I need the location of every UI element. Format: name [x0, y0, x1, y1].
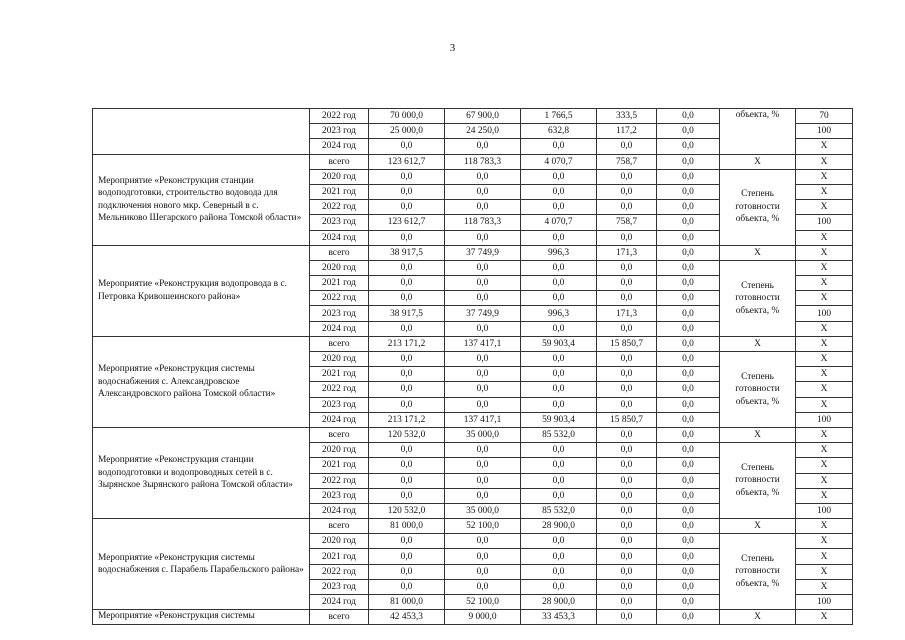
federal-budget-cell: 37 749,9	[445, 245, 521, 260]
year-cell: 2022 год	[310, 382, 369, 397]
extrabudgetary-cell: 0,0	[657, 458, 720, 473]
local-budget-cell: 0,0	[597, 503, 657, 518]
local-budget-cell: 171,3	[597, 245, 657, 260]
federal-budget-cell: 118 783,3	[445, 154, 521, 169]
indicator-cell: X	[720, 336, 796, 351]
extrabudgetary-cell: 0,0	[657, 306, 720, 321]
regional-budget-cell: 33 453,3	[521, 610, 597, 625]
local-budget-cell: 758,7	[597, 154, 657, 169]
local-budget-cell: 0,0	[597, 367, 657, 382]
year-cell: 2022 год	[310, 109, 369, 124]
year-cell: 2020 год	[310, 260, 369, 275]
indicator-value-cell: X	[796, 488, 853, 503]
table-row	[93, 427, 853, 442]
extrabudgetary-cell: 0,0	[657, 260, 720, 275]
local-budget-cell: 0,0	[597, 291, 657, 306]
total-amount-cell: 0,0	[369, 276, 445, 291]
regional-budget-cell: 0,0	[521, 579, 597, 594]
indicator-value-cell: X	[796, 458, 853, 473]
local-budget-cell: 0,0	[597, 352, 657, 367]
indicator-name-cell: Степень готовности объекта, %	[720, 534, 796, 610]
regional-budget-cell: 0,0	[521, 443, 597, 458]
year-cell: всего	[310, 427, 369, 442]
federal-budget-cell: 0,0	[445, 184, 521, 199]
indicator-name-cell: Степень готовности объекта, %	[720, 352, 796, 428]
federal-budget-cell: 0,0	[445, 564, 521, 579]
federal-budget-cell: 0,0	[445, 352, 521, 367]
year-cell: 2020 год	[310, 443, 369, 458]
local-budget-cell: 15 850,7	[597, 336, 657, 351]
local-budget-cell: 0,0	[597, 549, 657, 564]
extrabudgetary-cell: 0,0	[657, 124, 720, 139]
extrabudgetary-cell: 0,0	[657, 200, 720, 215]
extrabudgetary-cell: 0,0	[657, 321, 720, 336]
total-amount-cell: 0,0	[369, 443, 445, 458]
regional-budget-cell: 996,3	[521, 306, 597, 321]
year-cell: 2020 год	[310, 534, 369, 549]
year-cell: 2023 год	[310, 124, 369, 139]
regional-budget-cell: 0,0	[521, 291, 597, 306]
year-cell: всего	[310, 245, 369, 260]
table-row	[93, 519, 853, 534]
extrabudgetary-cell: 0,0	[657, 184, 720, 199]
total-amount-cell: 0,0	[369, 321, 445, 336]
total-amount-cell: 25 000,0	[369, 124, 445, 139]
regional-budget-cell: 28 900,0	[521, 595, 597, 610]
indicator-value-cell: 100	[796, 306, 853, 321]
regional-budget-cell: 632,8	[521, 124, 597, 139]
indicator-value-cell: X	[796, 382, 853, 397]
federal-budget-cell: 0,0	[445, 367, 521, 382]
year-cell: 2021 год	[310, 367, 369, 382]
regional-budget-cell: 28 900,0	[521, 519, 597, 534]
indicator-value-cell: X	[796, 610, 853, 625]
extrabudgetary-cell: 0,0	[657, 473, 720, 488]
regional-budget-cell: 0,0	[521, 564, 597, 579]
local-budget-cell: 0,0	[597, 260, 657, 275]
year-cell: 2024 год	[310, 412, 369, 427]
federal-budget-cell: 0,0	[445, 458, 521, 473]
local-budget-cell: 0,0	[597, 443, 657, 458]
year-cell: всего	[310, 154, 369, 169]
indicator-value-cell: X	[796, 473, 853, 488]
extrabudgetary-cell: 0,0	[657, 488, 720, 503]
year-cell: 2022 год	[310, 200, 369, 215]
year-cell: всего	[310, 336, 369, 351]
indicator-value-cell: 100	[796, 412, 853, 427]
regional-budget-cell: 0,0	[521, 367, 597, 382]
year-cell: 2022 год	[310, 564, 369, 579]
year-cell: 2021 год	[310, 549, 369, 564]
year-cell: 2024 год	[310, 321, 369, 336]
federal-budget-cell: 0,0	[445, 443, 521, 458]
local-budget-cell: 0,0	[597, 230, 657, 245]
regional-budget-cell: 59 903,4	[521, 336, 597, 351]
indicator-name-cell: Степень готовности объекта, %	[720, 260, 796, 336]
regional-budget-cell: 4 070,7	[521, 154, 597, 169]
extrabudgetary-cell: 0,0	[657, 519, 720, 534]
indicator-value-cell: X	[796, 336, 853, 351]
total-amount-cell: 0,0	[369, 184, 445, 199]
local-budget-cell: 758,7	[597, 215, 657, 230]
page-number: 3	[449, 42, 456, 54]
federal-budget-cell: 137 417,1	[445, 412, 521, 427]
federal-budget-cell: 35 000,0	[445, 427, 521, 442]
indicator-value-cell: X	[796, 291, 853, 306]
local-budget-cell: 0,0	[597, 564, 657, 579]
local-budget-cell: 0,0	[597, 184, 657, 199]
federal-budget-cell: 0,0	[445, 549, 521, 564]
local-budget-cell: 0,0	[597, 382, 657, 397]
federal-budget-cell: 35 000,0	[445, 503, 521, 518]
total-amount-cell: 81 000,0	[369, 595, 445, 610]
indicator-cell: X	[720, 154, 796, 169]
federal-budget-cell: 0,0	[445, 276, 521, 291]
extrabudgetary-cell: 0,0	[657, 215, 720, 230]
regional-budget-cell: 85 532,0	[521, 503, 597, 518]
indicator-value-cell: X	[796, 200, 853, 215]
local-budget-cell: 171,3	[597, 306, 657, 321]
total-amount-cell: 120 532,0	[369, 427, 445, 442]
federal-budget-cell: 0,0	[445, 397, 521, 412]
local-budget-cell: 0,0	[597, 397, 657, 412]
regional-budget-cell: 4 070,7	[521, 215, 597, 230]
total-amount-cell: 123 612,7	[369, 215, 445, 230]
extrabudgetary-cell: 0,0	[657, 579, 720, 594]
extrabudgetary-cell: 0,0	[657, 382, 720, 397]
federal-budget-cell: 0,0	[445, 230, 521, 245]
total-amount-cell: 42 453,3	[369, 610, 445, 625]
total-amount-cell: 0,0	[369, 230, 445, 245]
federal-budget-cell: 67 900,0	[445, 109, 521, 124]
table-row	[93, 336, 853, 351]
indicator-value-cell: X	[796, 397, 853, 412]
year-cell: 2023 год	[310, 579, 369, 594]
total-amount-cell: 0,0	[369, 382, 445, 397]
total-amount-cell: 120 532,0	[369, 503, 445, 518]
regional-budget-cell: 0,0	[521, 382, 597, 397]
indicator-value-cell: X	[796, 352, 853, 367]
extrabudgetary-cell: 0,0	[657, 169, 720, 184]
year-cell: 2023 год	[310, 488, 369, 503]
federal-budget-cell: 0,0	[445, 321, 521, 336]
regional-budget-cell: 0,0	[521, 230, 597, 245]
extrabudgetary-cell: 0,0	[657, 534, 720, 549]
indicator-cell: X	[720, 610, 796, 625]
total-amount-cell: 0,0	[369, 564, 445, 579]
year-cell: 2024 год	[310, 230, 369, 245]
indicator-value-cell: X	[796, 427, 853, 442]
extrabudgetary-cell: 0,0	[657, 276, 720, 291]
total-amount-cell: 0,0	[369, 367, 445, 382]
total-amount-cell: 0,0	[369, 397, 445, 412]
local-budget-cell: 0,0	[597, 321, 657, 336]
regional-budget-cell: 0,0	[521, 397, 597, 412]
extrabudgetary-cell: 0,0	[657, 336, 720, 351]
measure-description: Мероприятие «Реконструкция водопровода в с. Петровка Кривошеинского района»	[93, 245, 310, 336]
regional-budget-cell: 0,0	[521, 276, 597, 291]
extrabudgetary-cell: 0,0	[657, 412, 720, 427]
local-budget-cell: 333,5	[597, 109, 657, 124]
indicator-value-cell: 100	[796, 595, 853, 610]
extrabudgetary-cell: 0,0	[657, 230, 720, 245]
federal-budget-cell: 0,0	[445, 382, 521, 397]
year-cell: 2023 год	[310, 397, 369, 412]
indicator-value-cell: X	[796, 260, 853, 275]
regional-budget-cell: 0,0	[521, 260, 597, 275]
table-row	[93, 109, 853, 124]
indicator-value-cell: X	[796, 230, 853, 245]
federal-budget-cell: 9 000,0	[445, 610, 521, 625]
extrabudgetary-cell: 0,0	[657, 397, 720, 412]
federal-budget-cell: 0,0	[445, 139, 521, 154]
year-cell: 2023 год	[310, 306, 369, 321]
measure-description: Мероприятие «Реконструкция системы	[93, 610, 310, 625]
indicator-value-cell: X	[796, 276, 853, 291]
extrabudgetary-cell: 0,0	[657, 352, 720, 367]
year-cell: 2022 год	[310, 291, 369, 306]
indicator-value-cell: X	[796, 184, 853, 199]
federal-budget-cell: 0,0	[445, 200, 521, 215]
total-amount-cell: 0,0	[369, 488, 445, 503]
federal-budget-cell: 37 749,9	[445, 306, 521, 321]
regional-budget-cell: 0,0	[521, 352, 597, 367]
local-budget-cell: 0,0	[597, 534, 657, 549]
total-amount-cell: 0,0	[369, 458, 445, 473]
regional-budget-cell: 0,0	[521, 473, 597, 488]
regional-budget-cell: 0,0	[521, 169, 597, 184]
federal-budget-cell: 24 250,0	[445, 124, 521, 139]
indicator-value-cell: X	[796, 519, 853, 534]
indicator-cell: X	[720, 519, 796, 534]
extrabudgetary-cell: 0,0	[657, 291, 720, 306]
federal-budget-cell: 0,0	[445, 579, 521, 594]
indicator-value-cell: X	[796, 579, 853, 594]
total-amount-cell: 0,0	[369, 549, 445, 564]
year-cell: 2023 год	[310, 215, 369, 230]
local-budget-cell: 117,2	[597, 124, 657, 139]
extrabudgetary-cell: 0,0	[657, 427, 720, 442]
indicator-name-cell: Степень готовности объекта, %	[720, 169, 796, 245]
year-cell: 2021 год	[310, 184, 369, 199]
year-cell: 2020 год	[310, 352, 369, 367]
total-amount-cell: 0,0	[369, 534, 445, 549]
total-amount-cell: 0,0	[369, 139, 445, 154]
year-cell: всего	[310, 610, 369, 625]
extrabudgetary-cell: 0,0	[657, 367, 720, 382]
extrabudgetary-cell: 0,0	[657, 595, 720, 610]
local-budget-cell: 0,0	[597, 427, 657, 442]
total-amount-cell: 70 000,0	[369, 109, 445, 124]
regional-budget-cell: 0,0	[521, 184, 597, 199]
table-row	[93, 154, 853, 169]
regional-budget-cell: 0,0	[521, 549, 597, 564]
local-budget-cell: 0,0	[597, 595, 657, 610]
measure-description: Мероприятие «Реконструкция системы водоснабжения с. Александровское Александровского района Томской области»	[93, 336, 310, 427]
measure-description	[93, 109, 310, 155]
extrabudgetary-cell: 0,0	[657, 139, 720, 154]
measure-description: Мероприятие «Реконструкция станции водоподготовки и водопроводных сетей в с. Зырянское Зырянского района Томской области»	[93, 427, 310, 518]
regional-budget-cell: 0,0	[521, 488, 597, 503]
local-budget-cell: 0,0	[597, 200, 657, 215]
total-amount-cell: 0,0	[369, 260, 445, 275]
year-cell: 2022 год	[310, 473, 369, 488]
federal-budget-cell: 52 100,0	[445, 519, 521, 534]
local-budget-cell: 0,0	[597, 579, 657, 594]
federal-budget-cell: 0,0	[445, 488, 521, 503]
year-cell: 2024 год	[310, 503, 369, 518]
year-cell: 2024 год	[310, 139, 369, 154]
total-amount-cell: 0,0	[369, 579, 445, 594]
indicator-value-cell: 70	[796, 109, 853, 124]
regional-budget-cell: 0,0	[521, 200, 597, 215]
federal-budget-cell: 0,0	[445, 473, 521, 488]
measure-description: Мероприятие «Реконструкция системы водоснабжения с. Парабель Парабельского района»	[93, 519, 310, 610]
total-amount-cell: 0,0	[369, 473, 445, 488]
regional-budget-cell: 0,0	[521, 139, 597, 154]
local-budget-cell: 15 850,7	[597, 412, 657, 427]
indicator-value-cell: X	[796, 139, 853, 154]
indicator-value-cell: 100	[796, 215, 853, 230]
extrabudgetary-cell: 0,0	[657, 154, 720, 169]
indicator-value-cell: X	[796, 321, 853, 336]
regional-budget-cell: 996,3	[521, 245, 597, 260]
indicator-cell: X	[720, 427, 796, 442]
extrabudgetary-cell: 0,0	[657, 549, 720, 564]
indicator-value-cell: X	[796, 549, 853, 564]
local-budget-cell: 0,0	[597, 139, 657, 154]
indicator-value-cell: 100	[796, 503, 853, 518]
total-amount-cell: 213 171,2	[369, 412, 445, 427]
regional-budget-cell: 1 766,5	[521, 109, 597, 124]
local-budget-cell: 0,0	[597, 488, 657, 503]
local-budget-cell: 0,0	[597, 610, 657, 625]
federal-budget-cell: 0,0	[445, 291, 521, 306]
year-cell: всего	[310, 519, 369, 534]
federal-budget-cell: 118 783,3	[445, 215, 521, 230]
total-amount-cell: 0,0	[369, 352, 445, 367]
federal-budget-cell: 137 417,1	[445, 336, 521, 351]
indicator-value-cell: X	[796, 564, 853, 579]
local-budget-cell: 0,0	[597, 473, 657, 488]
federal-budget-cell: 0,0	[445, 260, 521, 275]
total-amount-cell: 81 000,0	[369, 519, 445, 534]
regional-budget-cell: 59 903,4	[521, 412, 597, 427]
local-budget-cell: 0,0	[597, 169, 657, 184]
total-amount-cell: 213 171,2	[369, 336, 445, 351]
table-row	[93, 610, 853, 625]
extrabudgetary-cell: 0,0	[657, 564, 720, 579]
year-cell: 2024 год	[310, 595, 369, 610]
extrabudgetary-cell: 0,0	[657, 109, 720, 124]
total-amount-cell: 38 917,5	[369, 306, 445, 321]
measure-description: Мероприятие «Реконструкция станции водоподготовки, строительство водовода для подключения нового мкр. Северный в с. Мельниково Шегарского района Томской области»	[93, 154, 310, 245]
extrabudgetary-cell: 0,0	[657, 245, 720, 260]
extrabudgetary-cell: 0,0	[657, 503, 720, 518]
indicator-value-cell: X	[796, 154, 853, 169]
indicator-cell: X	[720, 245, 796, 260]
federal-budget-cell: 0,0	[445, 169, 521, 184]
total-amount-cell: 123 612,7	[369, 154, 445, 169]
indicator-value-cell: X	[796, 443, 853, 458]
extrabudgetary-cell: 0,0	[657, 443, 720, 458]
regional-budget-cell: 0,0	[521, 458, 597, 473]
indicator-value-cell: X	[796, 534, 853, 549]
indicator-value-cell: X	[796, 245, 853, 260]
indicator-value-cell: 100	[796, 124, 853, 139]
federal-budget-cell: 0,0	[445, 534, 521, 549]
indicator-value-cell: X	[796, 367, 853, 382]
year-cell: 2021 год	[310, 458, 369, 473]
indicator-value-cell: X	[796, 169, 853, 184]
table-row	[93, 245, 853, 260]
total-amount-cell: 0,0	[369, 291, 445, 306]
extrabudgetary-cell: 0,0	[657, 610, 720, 625]
indicator-name-cell: объекта, %	[720, 109, 796, 155]
regional-budget-cell: 85 532,0	[521, 427, 597, 442]
local-budget-cell: 0,0	[597, 458, 657, 473]
financing-table	[92, 108, 853, 625]
total-amount-cell: 0,0	[369, 169, 445, 184]
regional-budget-cell: 0,0	[521, 534, 597, 549]
local-budget-cell: 0,0	[597, 276, 657, 291]
total-amount-cell: 38 917,5	[369, 245, 445, 260]
year-cell: 2021 год	[310, 276, 369, 291]
federal-budget-cell: 52 100,0	[445, 595, 521, 610]
year-cell: 2020 год	[310, 169, 369, 184]
total-amount-cell: 0,0	[369, 200, 445, 215]
indicator-name-cell: Степень готовности объекта, %	[720, 443, 796, 519]
regional-budget-cell: 0,0	[521, 321, 597, 336]
local-budget-cell: 0,0	[597, 519, 657, 534]
